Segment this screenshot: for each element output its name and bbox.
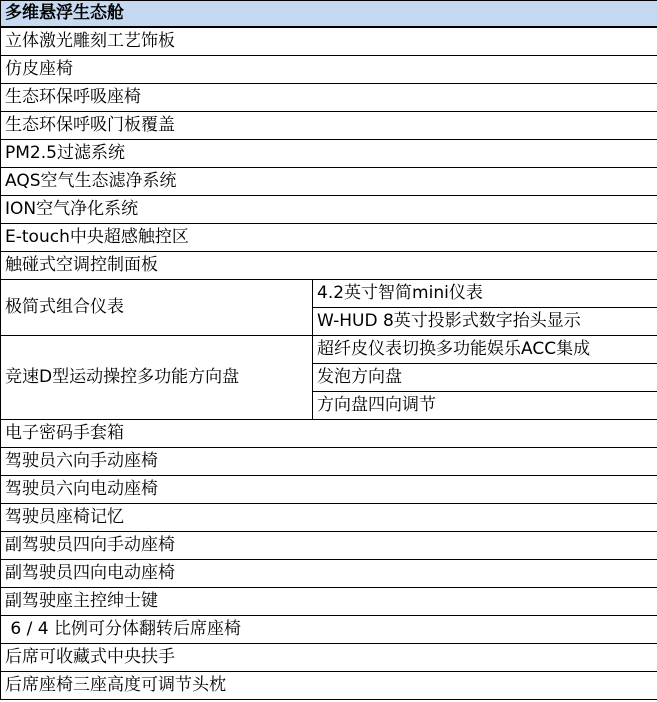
table-row <box>1 616 657 644</box>
table-row <box>1 56 657 84</box>
table-cell: 生态环保呼吸门板覆盖 <box>1 112 657 140</box>
table-row <box>1 532 657 560</box>
group-item: 方向盘四向调节 <box>313 392 657 420</box>
table-row <box>1 252 657 280</box>
table-cell: 仿皮座椅 <box>1 56 657 84</box>
table-row <box>1 644 657 672</box>
table-cell: ION空气净化系统 <box>1 196 657 224</box>
table-row <box>1 84 657 112</box>
table-row <box>1 27 657 56</box>
table-cell: 驾驶员六向手动座椅 <box>1 448 657 476</box>
table-row <box>1 420 657 448</box>
table-cell: 驾驶员六向电动座椅 <box>1 476 657 504</box>
table-row <box>1 448 657 476</box>
table-row <box>1 588 657 616</box>
table-row <box>1 672 657 700</box>
table-cell: 后席可收藏式中央扶手 <box>1 644 657 672</box>
table-row <box>1 336 657 364</box>
table-cell: 副驾驶员四向电动座椅 <box>1 560 657 588</box>
table-cell: 副驾驶员四向手动座椅 <box>1 532 657 560</box>
group-item: 超纤皮仪表切换多功能娱乐ACC集成 <box>313 336 657 364</box>
table-cell: AQS空气生态滤净系统 <box>1 168 657 196</box>
table-row <box>1 476 657 504</box>
table-cell: E-touch中央超感触控区 <box>1 224 657 252</box>
table-row <box>1 504 657 532</box>
group-item: 4.2英寸智简mini仪表 <box>313 280 657 308</box>
table-row <box>1 168 657 196</box>
table-cell: 后席座椅三座高度可调节头枕 <box>1 672 657 700</box>
table-row <box>1 280 657 308</box>
group-label-steering-wheel: 竞速D型运动操控多功能方向盘 <box>1 336 313 420</box>
table-title: 多维悬浮生态舱 <box>1 1 657 28</box>
table-row <box>1 112 657 140</box>
group-label-instrument: 极简式组合仪表 <box>1 280 313 336</box>
table-row <box>1 560 657 588</box>
table-cell: 副驾驶座主控绅士键 <box>1 588 657 616</box>
table-row <box>1 196 657 224</box>
table-row <box>1 224 657 252</box>
table-cell: 驾驶员座椅记忆 <box>1 504 657 532</box>
table-row <box>1 140 657 168</box>
group-item: 发泡方向盘 <box>313 364 657 392</box>
table-cell: 触碰式空调控制面板 <box>1 252 657 280</box>
table-cell: 生态环保呼吸座椅 <box>1 84 657 112</box>
table-header-row <box>1 1 657 28</box>
table-cell: 6 / 4 比例可分体翻转后席座椅 <box>1 616 657 644</box>
table-cell: 电子密码手套箱 <box>1 420 657 448</box>
table-cell: 立体激光雕刻工艺饰板 <box>1 27 657 56</box>
table-cell: PM2.5过滤系统 <box>1 140 657 168</box>
group-item: W-HUD 8英寸投影式数字抬头显示 <box>313 308 657 336</box>
